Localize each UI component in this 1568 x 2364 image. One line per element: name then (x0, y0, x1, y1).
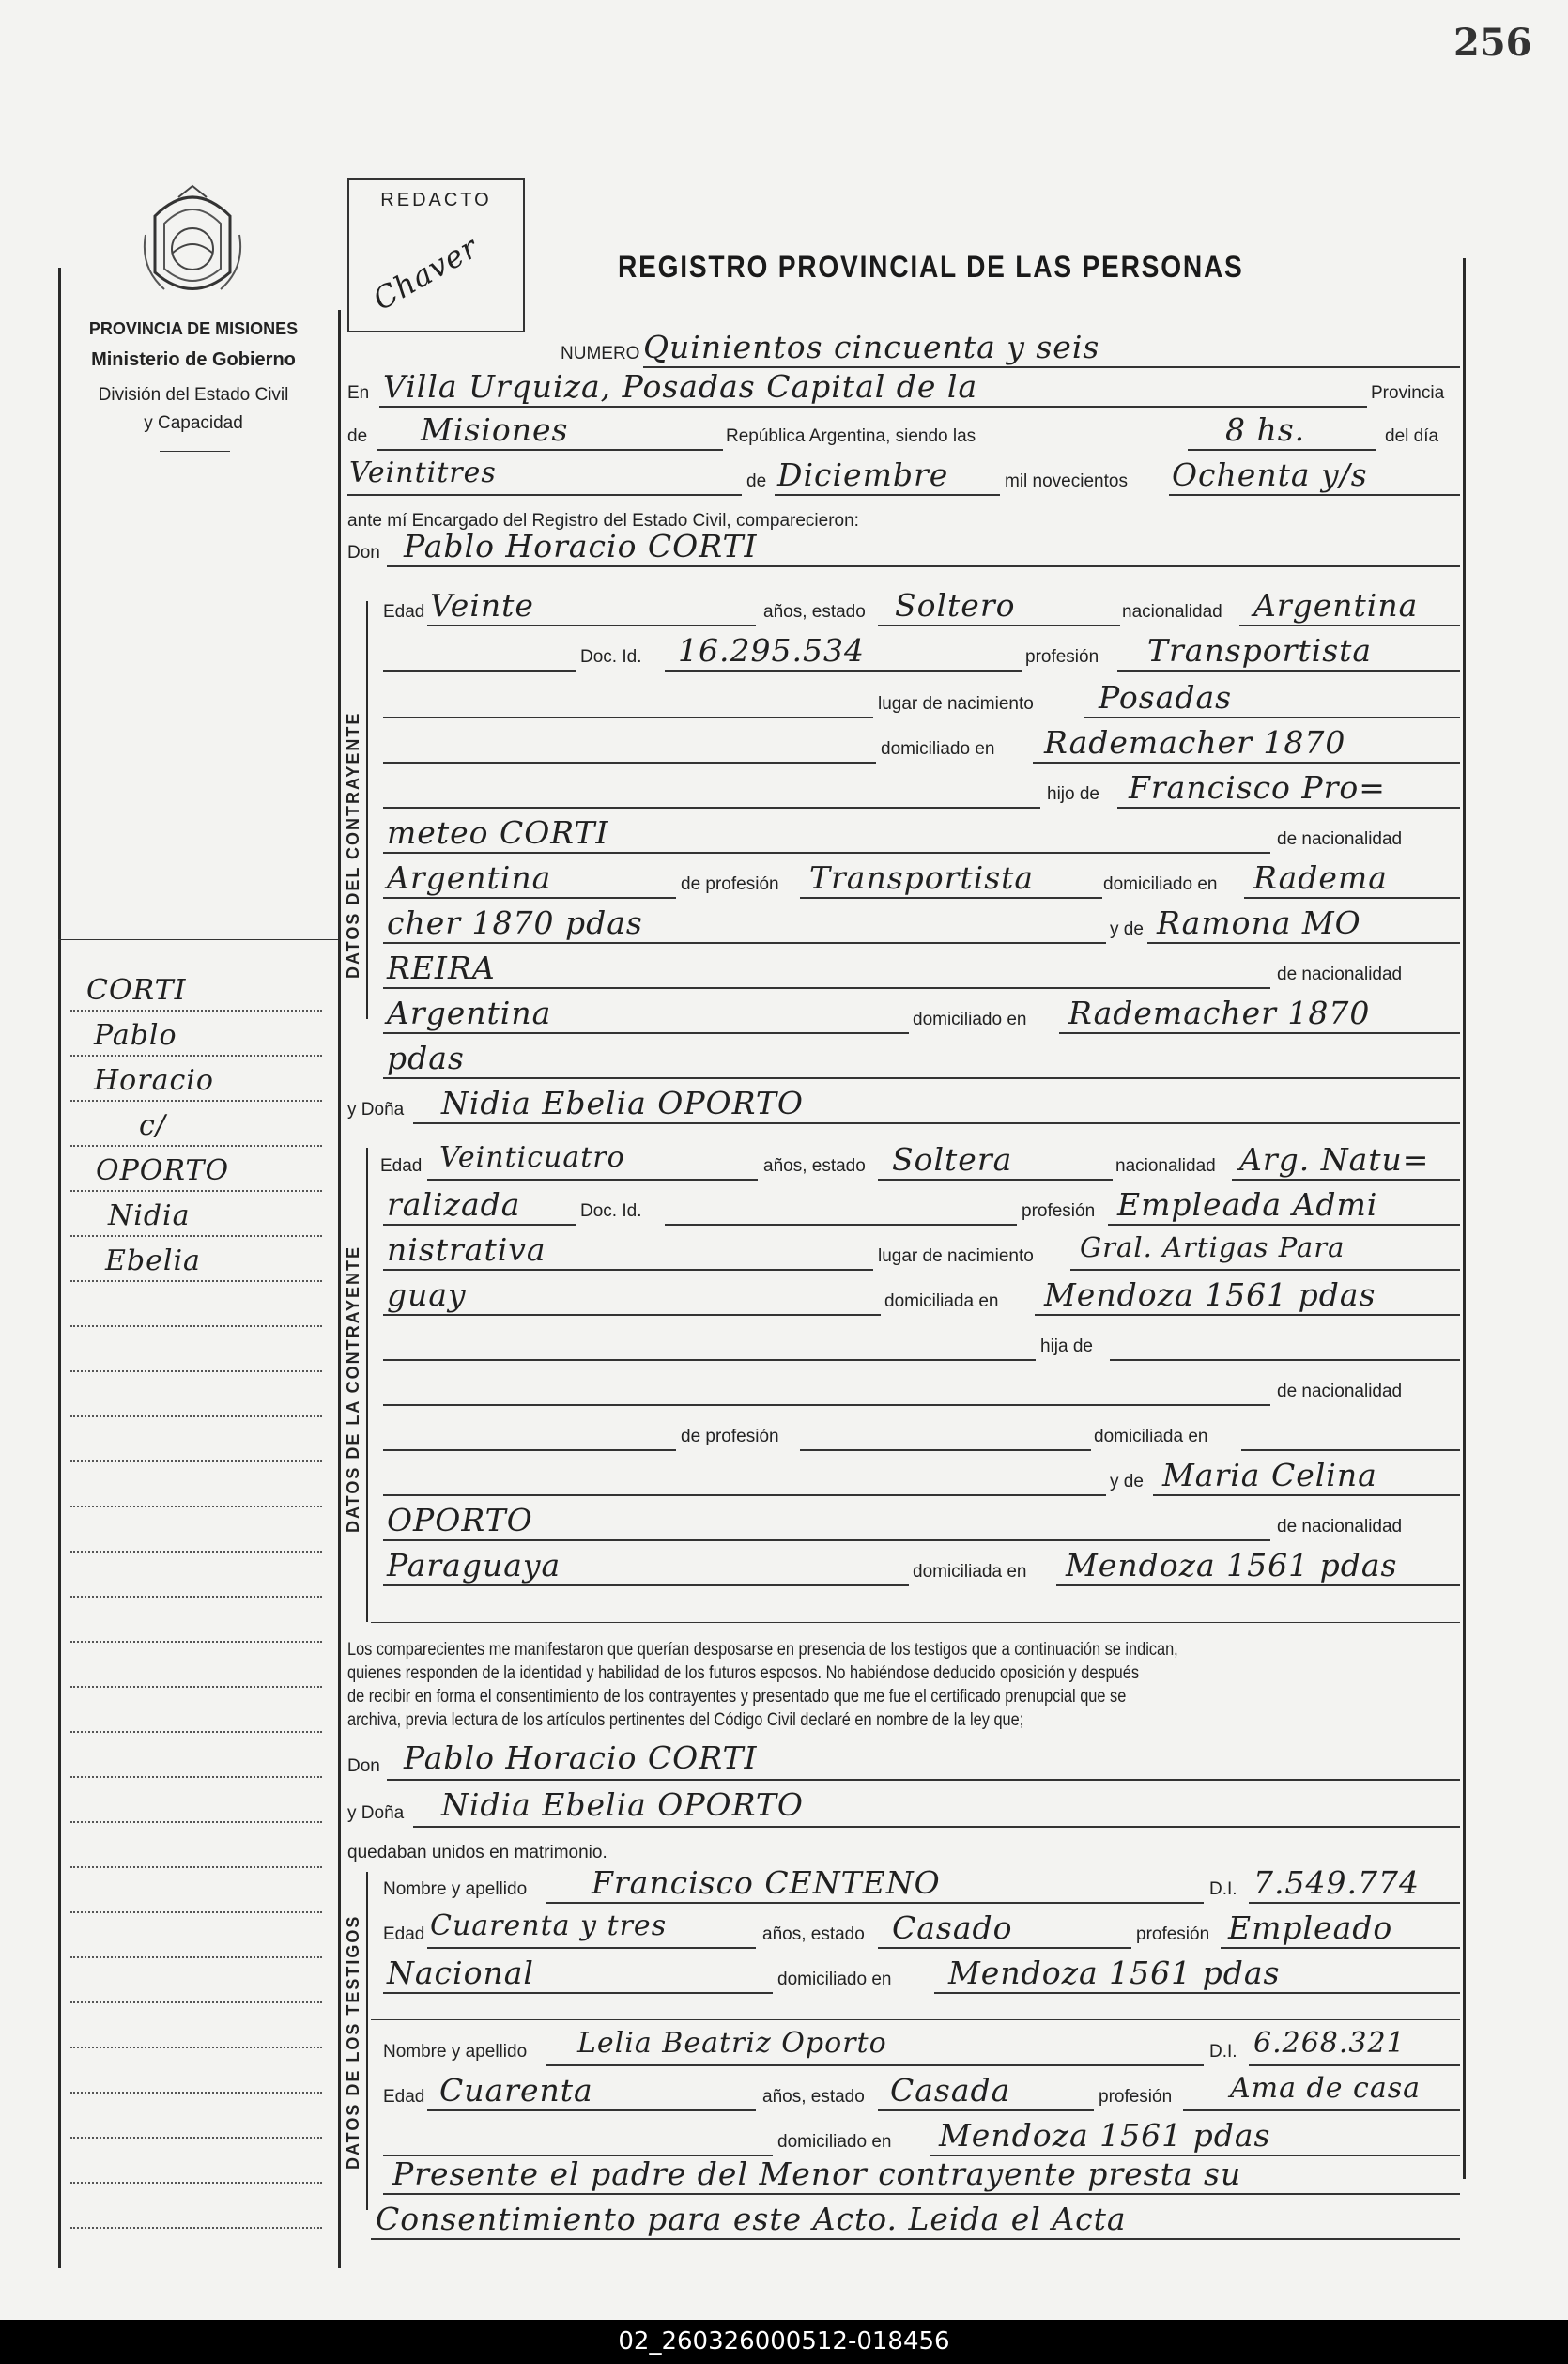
de-label: de (347, 426, 368, 446)
document-id-footer: 02_260326000512-018456 (0, 2320, 1568, 2364)
f-hija-label: hija de (1040, 1337, 1093, 1356)
c-padre-nac-label: de nacionalidad (1277, 829, 1403, 849)
c-madre-line1: Ramona MO (1157, 904, 1361, 941)
sidebar-division-2: y Capacidad (144, 413, 243, 433)
coat-of-arms-icon (136, 178, 249, 310)
margin-dotted-line (70, 1370, 322, 1372)
de2-label: de (746, 471, 767, 491)
t2-estado-value: Casada (890, 2072, 1011, 2109)
don-label: Don (347, 543, 380, 563)
republica-label: República Argentina, siendo las (726, 426, 976, 446)
anio-value: Ochenta y/s (1172, 456, 1368, 493)
t1-nacional-value: Nacional (387, 1955, 534, 1991)
margin-name-4: c/ (139, 1109, 166, 1142)
t2-nombre-value: Lelia Beatriz Oporto (577, 2027, 887, 2060)
c-domicilio-value: Rademacher 1870 (1044, 724, 1346, 761)
t2-edad-value: Cuarenta (439, 2072, 593, 2109)
margin-name-2: Pablo (94, 1019, 177, 1052)
union-don-value: Pablo Horacio CORTI (404, 1739, 758, 1776)
dia-value: Veintitres (349, 456, 497, 489)
f-profesion-label: profesión (1022, 1201, 1096, 1221)
en-label: En (347, 383, 370, 403)
margin-dotted-line (70, 1551, 322, 1553)
t1-profesion-label: profesión (1136, 1924, 1210, 1944)
f-lugar-label: lugar de nacimiento (878, 1246, 1034, 1266)
margin-dotted-line (70, 1325, 322, 1327)
t2-profesion-label: profesión (1099, 2087, 1173, 2107)
c-nacionalidad-label: nacionalidad (1122, 602, 1222, 622)
margin-dotted-line (70, 1866, 322, 1868)
t2-di-label: D.I. (1209, 2042, 1237, 2062)
numero-value: Quinientos cincuenta y seis (643, 329, 1100, 365)
f-doc-label: Doc. Id. (580, 1201, 642, 1221)
t1-estado-value: Casado (892, 1909, 1013, 1946)
f-estado-value: Soltera (892, 1141, 1013, 1178)
t1-nombre-label: Nombre y apellido (383, 1879, 528, 1899)
union-dona-value: Nidia Ebelia OPORTO (441, 1786, 804, 1823)
c-madre-nacionalidad: Argentina (387, 995, 552, 1031)
closing-line-1: Presente el padre del Menor contrayente presta su (392, 2155, 1242, 2192)
margin-dotted-line (70, 2137, 322, 2139)
margin-dotted-line (70, 1911, 322, 1913)
margin-name-3: Horacio (94, 1064, 214, 1097)
f-madre-domicilio: Mendoza 1561 pdas (1066, 1547, 1398, 1584)
margin-dotted-line (70, 1235, 322, 1237)
t1-estado-label: años, estado (762, 1924, 865, 1944)
c-padre-nacionalidad: Argentina (387, 859, 552, 896)
c-edad-label: Edad (383, 602, 425, 622)
c-edad-value: Veinte (430, 587, 534, 624)
union-don-label: Don (347, 1756, 380, 1776)
c-padre-dom-label: domiciliado en (1103, 874, 1218, 894)
paragraph-line-3: de recibir en forma el consentimiento de los contrayentes y presentado que me fue el certificado prenupcial que se (347, 1687, 1127, 1707)
provincia-label: Provincia (1371, 383, 1445, 403)
margin-dotted-line (70, 2092, 322, 2094)
margin-dotted-line (70, 1460, 322, 1462)
f-estado-label: años, estado (763, 1156, 866, 1176)
redacto-label: REDACTO (380, 190, 492, 210)
f-profesion-value2: nistrativa (387, 1231, 546, 1268)
ante-text: ante mí Encargado del Registro del Estado Civil, comparecieron: (347, 511, 859, 531)
c-padre-prof-label: de profesión (681, 874, 779, 894)
margin-dotted-line (70, 2001, 322, 2003)
f-madre-line1: Maria Celina (1162, 1457, 1377, 1493)
f-lugar-value2: guay (387, 1276, 467, 1313)
t1-edad-label: Edad (383, 1924, 425, 1944)
t2-di-value: 6.268.321 (1253, 2027, 1406, 2060)
don-value: Pablo Horacio CORTI (404, 528, 758, 564)
t1-di-label: D.I. (1209, 1879, 1237, 1899)
margin-name-5: OPORTO (96, 1154, 230, 1187)
margin-name-1: CORTI (86, 974, 187, 1007)
del-dia-label: del día (1385, 426, 1439, 446)
union-dona-label: y Doña (347, 1803, 405, 1823)
section-testigos-label: DATOS DE LOS TESTIGOS (344, 1914, 362, 2170)
dona-value: Nidia Ebelia OPORTO (441, 1085, 804, 1121)
c-domicilio-label: domiciliado en (881, 739, 995, 759)
margin-dotted-line (70, 1280, 322, 1282)
margin-dotted-line (70, 1821, 322, 1823)
margin-dotted-line (70, 1145, 322, 1147)
c-profesion-label: profesión (1025, 647, 1099, 667)
c-madre-domicilio1: Rademacher 1870 (1068, 995, 1371, 1031)
t1-nombre-value: Francisco CENTENO (592, 1864, 941, 1901)
margin-dotted-line (70, 1010, 322, 1012)
numero-label: NUMERO (561, 344, 640, 363)
f-nacionalidad-value1: Arg. Natu= (1239, 1141, 1430, 1178)
margin-dotted-line (70, 1731, 322, 1733)
f-madre-dom-label: domiciliada en (913, 1562, 1027, 1582)
t1-edad-value: Cuarenta y tres (430, 1909, 668, 1942)
sidebar-division-1: División del Estado Civil (98, 385, 289, 405)
c-padre-profesion: Transportista (809, 859, 1035, 896)
c-nacionalidad-value: Argentina (1253, 587, 1419, 624)
paragraph-line-1: Los comparecientes me manifestaron que querían desposarse en presencia de los testigos que a continuación se indican, (347, 1640, 1178, 1660)
t2-edad-label: Edad (383, 2087, 425, 2107)
f-y-de-label: y de (1110, 1472, 1144, 1491)
margin-dotted-line (70, 1190, 322, 1192)
c-madre-domicilio2: pdas (387, 1040, 465, 1076)
t2-estado-label: años, estado (762, 2087, 865, 2107)
c-madre-dom-label: domiciliado en (913, 1010, 1027, 1029)
mil-label: mil novecientos (1005, 471, 1128, 491)
c-madre-nac-label: de nacionalidad (1277, 965, 1403, 984)
f-padre-dom-label: domiciliada en (1094, 1427, 1208, 1446)
t1-di-value: 7.549.774 (1253, 1864, 1420, 1901)
c-estado-value: Soltero (895, 587, 1016, 624)
section-contrayente-label: DATOS DEL CONTRAYENTE (344, 711, 362, 979)
t1-domicilio-label: domiciliado en (777, 1970, 892, 1989)
t2-profesion-value: Ama de casa (1230, 2072, 1421, 2105)
margin-dotted-line (70, 1596, 322, 1598)
f-padre-prof-label: de profesión (681, 1427, 779, 1446)
margin-name-6: Nidia (108, 1199, 191, 1232)
closing-line-2: Consentimiento para este Acto. Leida el Acta (376, 2201, 1127, 2237)
margin-dotted-line (70, 2227, 322, 2229)
margin-dotted-line (70, 1686, 322, 1688)
margin-dotted-line (70, 1506, 322, 1507)
c-padre-line2: meteo CORTI (387, 814, 609, 851)
dona-label: y Doña (347, 1100, 405, 1120)
f-madre-nacionalidad: Paraguaya (387, 1547, 561, 1584)
hora-value: 8 hs. (1225, 411, 1306, 448)
f-domicilio-label: domiciliada en (884, 1291, 999, 1311)
t1-profesion-value: Empleado (1228, 1909, 1393, 1946)
c-profesion-value: Transportista (1147, 632, 1373, 669)
sidebar-ministry: Ministerio de Gobierno (91, 349, 296, 370)
c-estado-label: años, estado (763, 602, 866, 622)
margin-dotted-line (70, 1641, 322, 1643)
t2-nombre-label: Nombre y apellido (383, 2042, 528, 2062)
margin-dotted-line (70, 2182, 322, 2184)
mes-value: Diciembre (777, 456, 949, 493)
sidebar-province: PROVINCIA DE MISIONES (88, 319, 299, 338)
paragraph-line-4: archiva, previa lectura de los artículos pertinentes del Código Civil declaré en nombre de la ley que; (347, 1710, 1024, 1730)
margin-dotted-line (70, 1055, 322, 1057)
margin-divider (58, 939, 338, 940)
f-profesion-value1: Empleada Admi (1117, 1186, 1378, 1223)
c-padre-domicilio1: Radema (1253, 859, 1388, 896)
redacto-box (347, 178, 525, 332)
margin-name-7: Ebelia (105, 1244, 201, 1277)
redacto-signature: Chaver (366, 228, 484, 318)
f-nacionalidad-value2: ralizada (387, 1186, 521, 1223)
t2-domicilio-value: Mendoza 1561 pdas (939, 2117, 1271, 2154)
f-madre-nac-label: de nacionalidad (1277, 1517, 1403, 1537)
f-edad-value: Veinticuatro (439, 1141, 625, 1174)
c-lugar-label: lugar de nacimiento (878, 694, 1034, 714)
page-number: 256 (1453, 21, 1532, 65)
f-madre-line2: OPORTO (387, 1502, 533, 1538)
f-domicilio-value: Mendoza 1561 pdas (1044, 1276, 1376, 1313)
page-title: REGISTRO PROVINCIAL DE LAS PERSONAS (618, 250, 1244, 284)
c-doc-value: 16.295.534 (678, 632, 865, 669)
c-padre-line1: Francisco Pro= (1129, 769, 1386, 806)
de-value: Misiones (421, 411, 569, 448)
margin-dotted-line (70, 1776, 322, 1778)
c-madre-line2: REIRA (387, 950, 496, 986)
c-doc-label: Doc. Id. (580, 647, 642, 667)
f-padre-nac-label: de nacionalidad (1277, 1382, 1403, 1401)
c-y-de-label: y de (1110, 919, 1144, 939)
margin-dotted-line (70, 1415, 322, 1417)
t1-domicilio-value: Mendoza 1561 pdas (948, 1955, 1281, 1991)
f-nacionalidad-label: nacionalidad (1115, 1156, 1216, 1176)
margin-dotted-line (70, 1956, 322, 1958)
margin-dotted-line (70, 2047, 322, 2048)
f-edad-label: Edad (380, 1156, 423, 1176)
paragraph-line-2: quienes responden de la identidad y habilidad de los futuros esposos. No habiéndose deducido oposición y después (347, 1663, 1140, 1683)
en-value: Villa Urquiza, Posadas Capital de la (383, 368, 978, 405)
f-lugar-value1: Gral. Artigas Para (1080, 1231, 1345, 1263)
union-quedaban: quedaban unidos en matrimonio. (347, 1843, 607, 1862)
c-padre-domicilio2: cher 1870 pdas (387, 904, 643, 941)
margin-dotted-line (70, 1100, 322, 1102)
section-contrayenta-label: DATOS DE LA CONTRAYENTE (344, 1244, 362, 1533)
c-hijo-label: hijo de (1047, 784, 1099, 804)
t2-domicilio-label: domiciliado en (777, 2132, 892, 2152)
c-lugar-value: Posadas (1099, 679, 1233, 716)
